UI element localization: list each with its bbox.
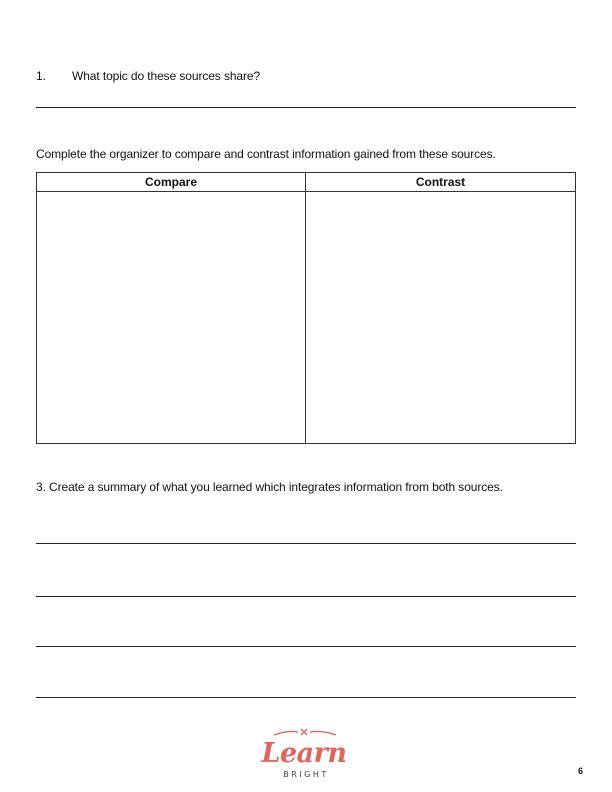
question-1-text: What topic do these sources share? (72, 69, 261, 83)
question-1 (36, 69, 260, 83)
learn-bright-logo (252, 726, 356, 782)
contrast-header: Contrast (306, 173, 575, 192)
page-number: 6 (578, 766, 584, 776)
summary-line-1[interactable] (36, 543, 576, 544)
compare-contrast-organizer (36, 172, 576, 444)
question-1-number: 1. (36, 69, 46, 83)
summary-line-3[interactable] (36, 646, 576, 647)
compare-header: Compare (37, 173, 306, 192)
contrast-cell[interactable] (306, 192, 575, 443)
summary-line-4[interactable] (36, 697, 576, 698)
logo-subtitle: BRIGHT (283, 770, 329, 779)
summary-line-2[interactable] (36, 596, 576, 597)
answer-line-q1[interactable] (36, 107, 576, 108)
logo-word: Learn (261, 738, 347, 769)
compare-cell[interactable] (37, 192, 306, 443)
organizer-instruction: Complete the organizer to compare and contrast information gained from these sources. (36, 147, 496, 161)
question-3: 3. Create a summary of what you learned which integrates information from both sources. (36, 480, 503, 494)
